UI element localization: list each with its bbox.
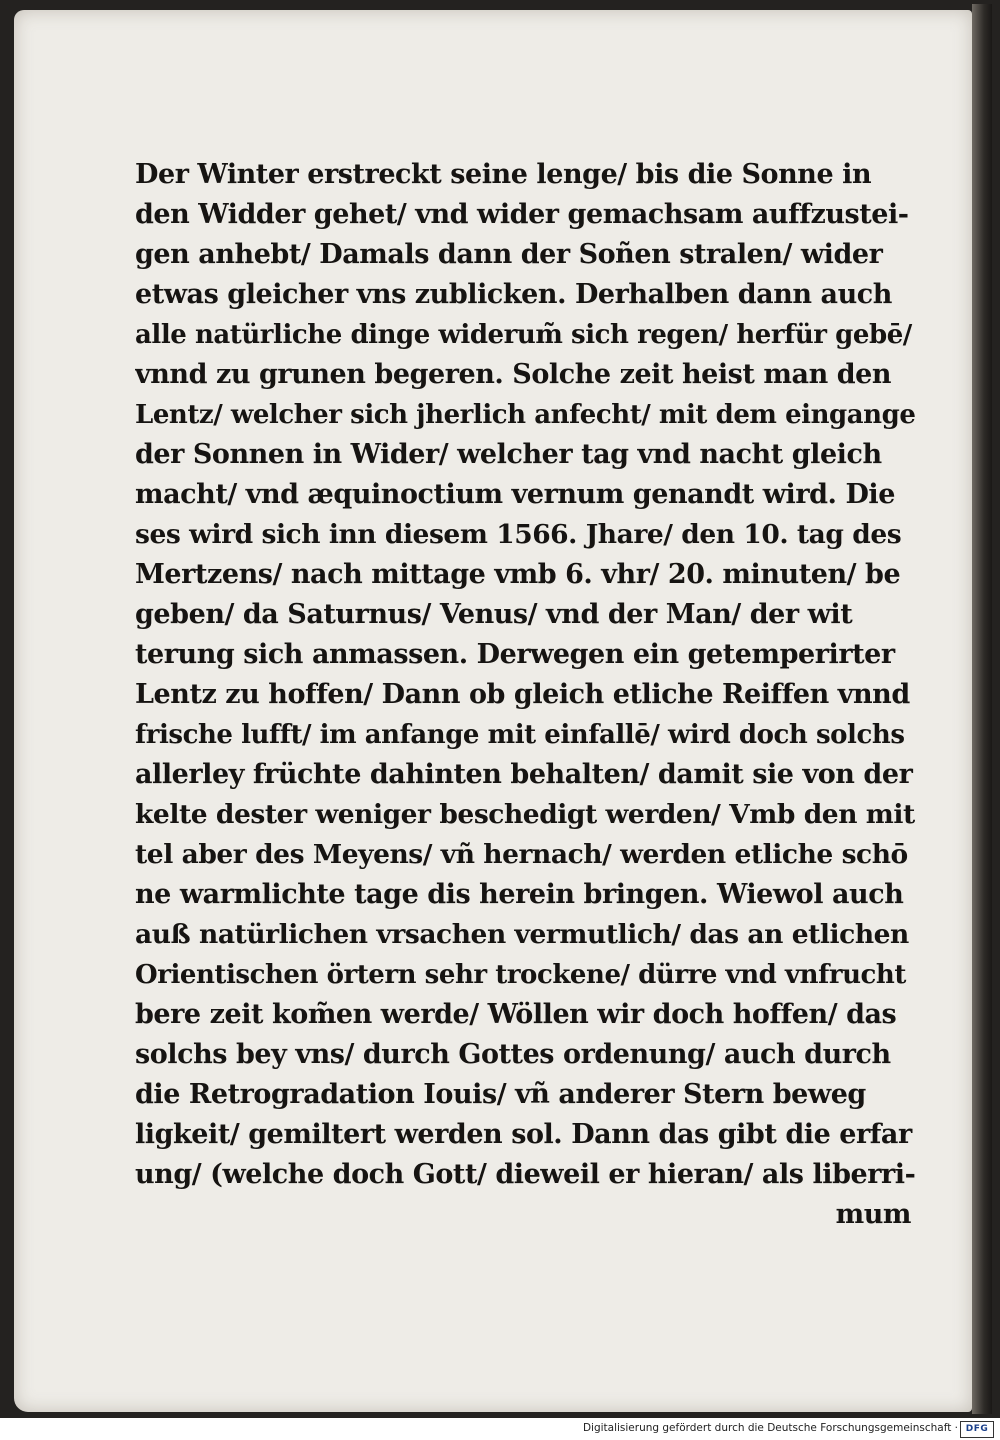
text-line: kelte dester weniger beschedigt werden/ Vmb den mit (135, 799, 915, 830)
text-line: ne warmlichte tage dis herein bringen. Wiewol auch (135, 879, 904, 910)
text-line: ses wird sich inn diesem 1566. Jhare/ den 10. tag des (135, 519, 902, 550)
text-line: ung/ (welche doch Gott/ dieweil er hieran/ als liberri- (135, 1159, 915, 1190)
text-line: Mertzens/ nach mittage vmb 6. vhr/ 20. minuten/ be (135, 559, 901, 590)
body-text (135, 155, 915, 1235)
text-line: die Retrogradation Iouis/ vñ anderer Stern beweg (135, 1079, 866, 1110)
text-line: etwas gleicher vns zublicken. Derhalben dann auch (135, 279, 892, 310)
text-line: tel aber des Meyens/ vñ hernach/ werden etliche schō (135, 839, 908, 870)
dfg-logo: DFG (960, 1421, 994, 1438)
text-line: bere zeit kom̃en werde/ Wöllen wir doch hoffen/ das (135, 999, 897, 1030)
funding-credit: Digitalisierung gefördert durch die Deutsche Forschungsgemeinschaft · (582, 1422, 958, 1434)
text-line: gen anhebt/ Damals dann der Soñen stralen/ wider (135, 239, 883, 270)
text-line: vnnd zu grunen begeren. Solche zeit heist man den (135, 359, 892, 390)
text-line: den Widder gehet/ vnd wider gemachsam auffzustei- (135, 199, 909, 230)
text-line: macht/ vnd æquinoctium vernum genandt wird. Die (135, 479, 895, 510)
text-line: auß natürlichen vrsachen vermutlich/ das an etlichen (135, 919, 909, 950)
text-line: solchs bey vns/ durch Gottes ordenung/ auch durch (135, 1039, 891, 1070)
text-line: Lentz/ welcher sich jherlich anfecht/ mit dem eingange (135, 400, 915, 430)
page-edge (972, 4, 992, 1414)
text-line: allerley früchte dahinten behalten/ damit sie von der (135, 759, 913, 790)
text-line: geben/ da Saturnus/ Venus/ vnd der Man/ der wit (135, 599, 853, 630)
text-line: Lentz zu hoffen/ Dann ob gleich etliche Reiffen vnnd (135, 679, 910, 710)
text-line: ligkeit/ gemiltert werden sol. Dann das gibt die erfar (135, 1119, 912, 1150)
text-line: terung sich anmassen. Derwegen ein getemperirter (135, 639, 895, 670)
text-line: der Sonnen in Wider/ welcher tag vnd nacht gleich (135, 439, 882, 470)
footer-bar (0, 1418, 1000, 1440)
text-line: Orientischen örtern sehr trockene/ dürre vnd vnfrucht (135, 960, 906, 990)
text-line: alle natürliche dinge widerum̃ sich regen/ herfür gebē/ (135, 320, 912, 350)
text-line: Der Winter erstreckt seine lenge/ bis die Sonne in (135, 159, 872, 190)
text-line: frische lufft/ im anfange mit einfallē/ wird doch solchs (135, 720, 905, 750)
catchword: mum (835, 1199, 911, 1230)
